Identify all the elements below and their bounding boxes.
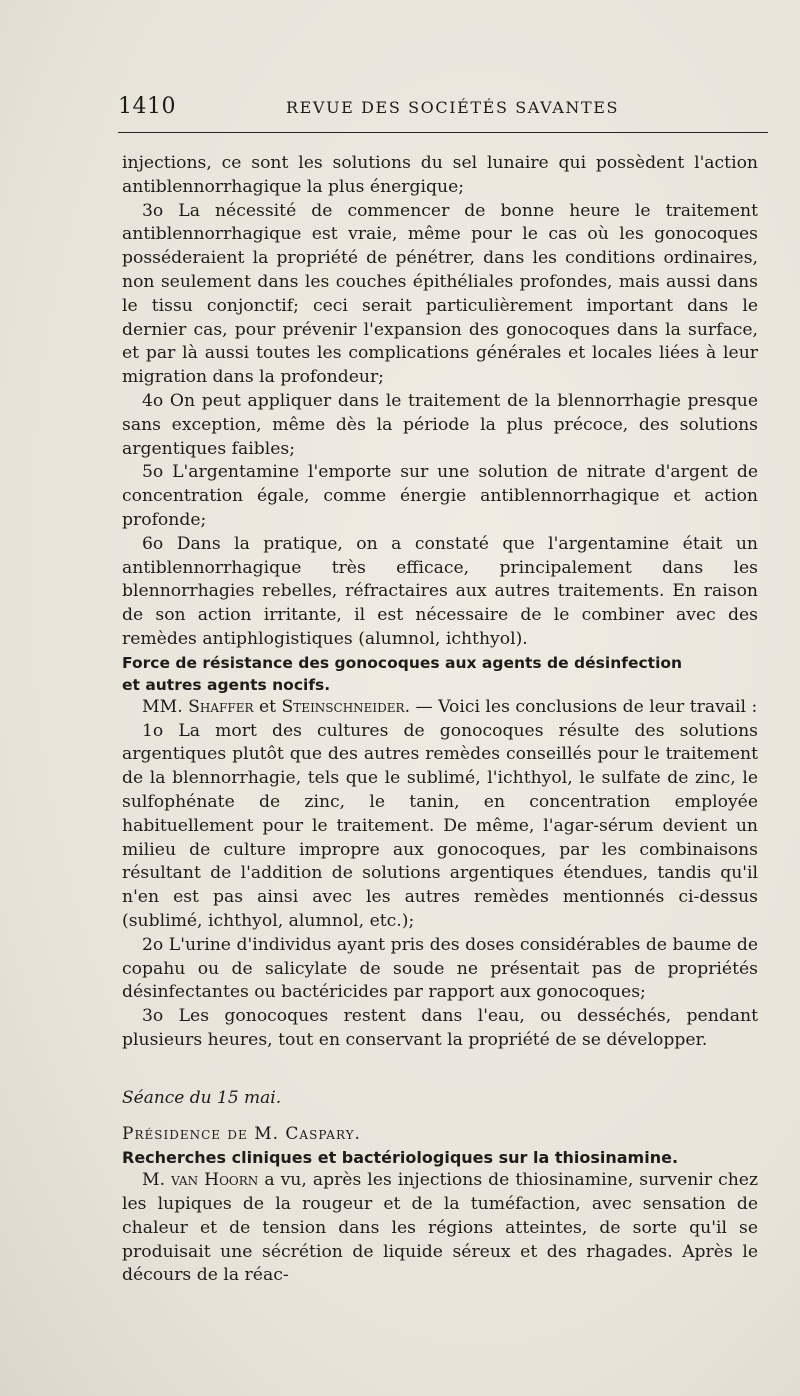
intro-rest: . — Voici les conclusions de leur travail : (404, 696, 758, 717)
conclusion-item-3: 3o Les gonocoques restent dans l'eau, ou desséchés, pendant plusieurs heures, tout en conservant la propriété de se développer. (122, 1006, 758, 1050)
heading-line-2: et autres agents nocifs. (122, 675, 331, 694)
page-number: 1410 (118, 94, 176, 119)
author-van-hoorn: van Hoorn (171, 1170, 259, 1191)
intro-et: et (258, 696, 277, 717)
author-steinschneider: Steinschneider (281, 696, 405, 717)
paragraph-continuation: injections, ce sont les solutions du sel lunaire qui possèdent l'action antiblennorrhagique la plus énergique; (122, 153, 758, 197)
section-heading-thiosinamine: Recherches cliniques et bactériologiques sur la thiosinamine. (122, 1148, 679, 1168)
running-title: REVUE DES SOCIÉTÉS SAVANTES (286, 98, 620, 117)
page-header (118, 94, 768, 128)
paragraph-van-hoorn (122, 1169, 758, 1288)
paragraph-item-3: 3o La nécessité de commencer de bonne heure le traitement antiblennorrhagique est vraie, même pour le cas où les gonocoques posséderaient la propriété de pénétrer, dans les conditions ordinaires, non seulement dans les couches épithéliales profondes, mais aussi dans le tissu conjonctif; ceci serait particulièrement important dans le dernier cas, pour prévenir l'expansion des gonocoques dans la surface, et par là aussi toutes les complications générales et locales liées à leur migration dans la profondeur; (122, 200, 758, 388)
paragraph-item-5: 5o L'argentamine l'emporte sur une solution de nitrate d'argent de concentration égale, comme énergie antiblennorrhagique et action profonde; (122, 462, 758, 530)
conclusion-item-1: 1o La mort des cultures de gonocoques résulte des solutions argentiques plutôt que des autres remèdes conseillés pour le traitement de la blennorrhagie, tels que le sublimé, l'ichthyol, le sulfate de zinc, le sulfophénate de zinc, le tanin, en concentration employée habituellement pour le traitement. De même, l'agar-sérum devient un milieu de culture impropre aux gonocoques, par les combinaisons résultant de l'addition de solutions argentiques étendues, tandis qu'il n'en est pas ainsi avec les autres remèdes mentionnés ci-dessus (sublimé, ichthyol, alumnol, etc.); (122, 720, 758, 931)
heading-line-1: Force de résistance des gonocoques aux agents de désinfection (122, 653, 683, 672)
presidency-line: Présidence de M. Caspary. (122, 1124, 361, 1145)
van-hoorn-text: a vu, après les injections de thiosinamine, survenir chez les lupiques de la rougeur et de la tuméfaction, avec sensation de chaleur et de tension dans les régions atteintes, de sorte qu'il se produisait une sécrétion de liquide séreux et des rhagades. Après le décours de la réac- (122, 1170, 758, 1286)
section-heading-resistance (122, 652, 758, 696)
paragraph-item-6: 6o Dans la pratique, on a constaté que l'argentamine était un antiblennorrhagique très efficace, principalement dans les blennorrhagies rebelles, réfractaires aux autres traitements. En raison de son action irritante, il est nécessaire de le combiner avec des remèdes antiphlogistiques (alumnol, ichthyol). (122, 533, 758, 649)
intro-m: M. (142, 1170, 166, 1191)
body-text (122, 152, 758, 1288)
paragraph-authors-intro (122, 696, 758, 720)
conclusion-item-2: 2o L'urine d'individus ayant pris des doses considérables de baume de copahu ou de salicylate de soude ne présentait pas de propriétés désinfectantes ou bactéricides par rapport aux gonocoques; (122, 934, 758, 1003)
paragraph-item-4: 4o On peut appliquer dans le traitement de la blennorrhagie presque sans exception, même dès la période la plus précoce, des solutions argentiques faibles; (122, 390, 758, 459)
session-title: Séance du 15 mai. (122, 1087, 282, 1108)
header-rule (118, 132, 768, 133)
intro-mm: MM. (142, 696, 183, 717)
author-shaffer: Shaffer (188, 696, 254, 717)
